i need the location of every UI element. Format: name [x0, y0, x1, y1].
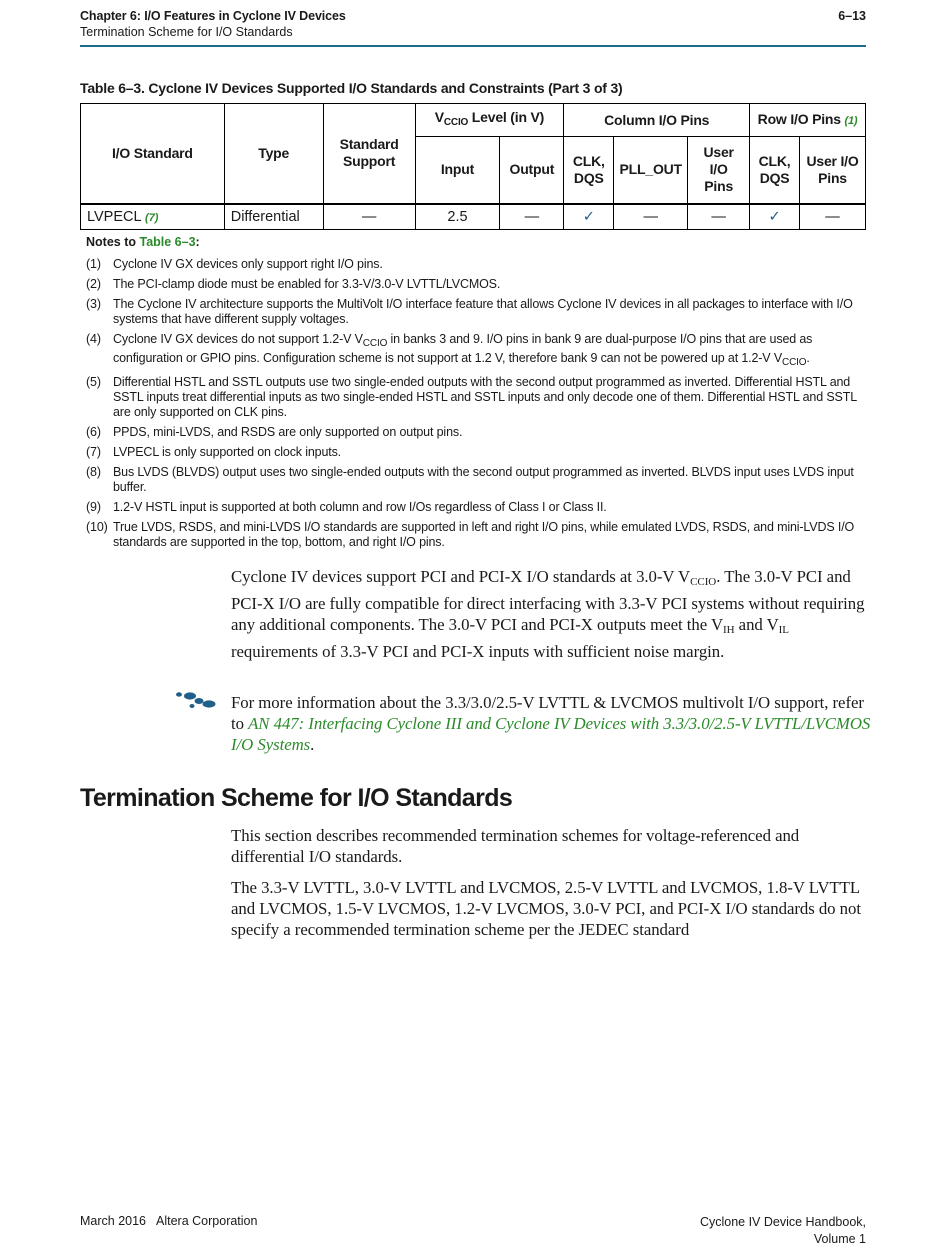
an447-link[interactable]: AN 447: Interfacing Cyclone III and Cyclone IV Devices with 3.3/3.0/2.5-V LVTTL/LVCMOS I/O Systems: [231, 714, 871, 754]
check-icon: ✓: [750, 204, 800, 230]
header-output: Output: [500, 137, 564, 204]
list-item: (5) Differential HSTL and SSTL outputs use two single-ended outputs with the second output programmed as inverted. Differential HSTL and SSTL inputs treat differential inputs as two single-ended HSTL and SSTL inputs and only decode one of them. Differential HSTL and SSTL are only supported on CLK pins.: [86, 375, 857, 419]
section-title: Termination Scheme for I/O Standards: [80, 25, 293, 39]
table-notes: [86, 235, 866, 555]
section-paragraph-2: The 3.3-V LVTTL, 3.0-V LVTTL and LVCMOS, 2.5-V LVTTL and LVCMOS, 1.8-V LVTTL and LVCMOS, 1.5-V LVCMOS, 1.2-V LVCMOS, 3.0-V PCI, and PCI-X I/O standards do not specify a recommended termination scheme per the JEDEC standard: [231, 878, 861, 939]
list-item: (6) PPDS, mini-LVDS, and RSDS are only supported on output pins.: [86, 425, 463, 439]
cell-row-user: —: [800, 204, 866, 230]
table-row: [81, 204, 866, 230]
header-row-io-pins: Row I/O Pins (1): [750, 104, 866, 137]
list-item: (1) Cyclone IV GX devices only support right I/O pins.: [86, 257, 383, 271]
note-ref-1[interactable]: (1): [844, 114, 858, 127]
header-input: Input: [415, 137, 500, 204]
cell-standard: LVPECL (7): [81, 204, 225, 230]
note-ref-7[interactable]: (7): [145, 211, 159, 224]
footer-left: [80, 1214, 257, 1228]
header-col-clk-dqs: CLK, DQS: [564, 137, 614, 204]
header-standard-support: Standard Support: [323, 104, 415, 204]
chapter-title: Chapter 6: I/O Features in Cyclone IV Devices: [80, 9, 346, 23]
footer-company: Altera Corporation: [156, 1214, 258, 1228]
footer-right: [700, 1214, 866, 1248]
list-item: (10) True LVDS, RSDS, and mini-LVDS I/O standards are supported in left and right I/O pins, while emulated LVDS, RSDS, and mini-LVDS I/O standards are supported in the top, bottom, and right I/O pins.: [86, 520, 855, 549]
cell-col-pll: —: [614, 204, 688, 230]
notes-header: Notes to Table 6–3:: [86, 235, 200, 249]
header-col-pll-out: PLL_OUT: [614, 137, 688, 204]
header-io-standard: I/O Standard: [81, 104, 225, 204]
header-vccio-level: $V_{CCIO}$ Level (in V): [415, 104, 564, 137]
page-header: [80, 9, 866, 39]
list-item: (4) Cyclone IV GX devices do not support 1.2-V $V_{CCIO}$ in banks 3 and 9. I/O pins in bank 9 are dual-purpose I/O pins that are used as configuration or GPIO pins. Configuration scheme is not support at 1.2 V, therefore bank 9 can not be powered up at 1.2-V $V_{CCIO}$.: [86, 332, 813, 368]
section-paragraph-1: This section describes recommended termination schemes for voltage-referenced and differential I/O standards.: [231, 826, 800, 866]
info-note: For more information about the 3.3/3.0/2.5-V LVTTL & LVCMOS multivolt I/O support, refer to AN 447: Interfacing Cyclone III and Cyclone IV Devices with 3.3/3.0/2.5-V LVTTL/LVCMOS I/O Systems.: [231, 693, 871, 754]
list-item: (9) 1.2-V HSTL input is supported at both column and row I/Os regardless of Class I or Class II.: [86, 500, 607, 514]
list-item: (2) The PCI-clamp diode must be enabled for 3.3-V/3.0-V LVTTL/LVCMOS.: [86, 277, 501, 291]
info-pointer-icon: [173, 692, 217, 712]
pci-paragraph: Cyclone IV devices support PCI and PCI-X I/O standards at 3.0-V $V_{CCIO}$. The 3.0-V PCI and PCI-X I/O are fully compatible for direct interfacing with 3.3-V PCI systems without requiring any additional components. The 3.0-V PCI and PCI-X outputs meet the $V_{IH}$ and $V_{IL}$ requirements of 3.3-V PCI and PCI-X inputs with sufficient noise margin.: [231, 567, 865, 661]
header-column-io-pins: Column I/O Pins: [564, 104, 750, 137]
header-type: Type: [224, 104, 323, 204]
cell-output: —: [500, 204, 564, 230]
footer-volume: Volume 1: [813, 1232, 866, 1246]
footer-date: March 2016: [80, 1214, 147, 1228]
section-heading: Termination Scheme for I/O Standards: [80, 784, 513, 812]
footer-book: Cyclone IV Device Handbook,: [699, 1215, 866, 1229]
page-number: 6–13: [838, 9, 866, 23]
header-row-clk-dqs: CLK, DQS: [750, 137, 800, 204]
table-caption: Table 6–3. Cyclone IV Devices Supported I/O Standards and Constraints (Part 3 of 3): [80, 80, 623, 96]
cell-type: Differential: [224, 204, 323, 230]
cell-col-user: —: [688, 204, 750, 230]
check-icon: ✓: [564, 204, 614, 230]
cell-support: —: [323, 204, 415, 230]
header-col-user-io: User I/O Pins: [688, 137, 750, 204]
cell-input: 2.5: [415, 204, 500, 230]
header-row-user-io: User I/O Pins: [800, 137, 866, 204]
list-item: (7) LVPECL is only supported on clock inputs.: [86, 445, 342, 459]
io-standards-table: [80, 103, 866, 230]
list-item: (8) Bus LVDS (BLVDS) output uses two single-ended outputs with the second output programmed as inverted. BLVDS input uses LVDS input buffer.: [86, 465, 854, 494]
table-link[interactable]: Table 6–3: [139, 235, 196, 249]
list-item: (3) The Cyclone IV architecture supports the MultiVolt I/O interface feature that allows Cyclone IV devices in all packages to interface with I/O systems that have different supply voltages.: [86, 297, 853, 326]
header-divider: [80, 45, 866, 47]
